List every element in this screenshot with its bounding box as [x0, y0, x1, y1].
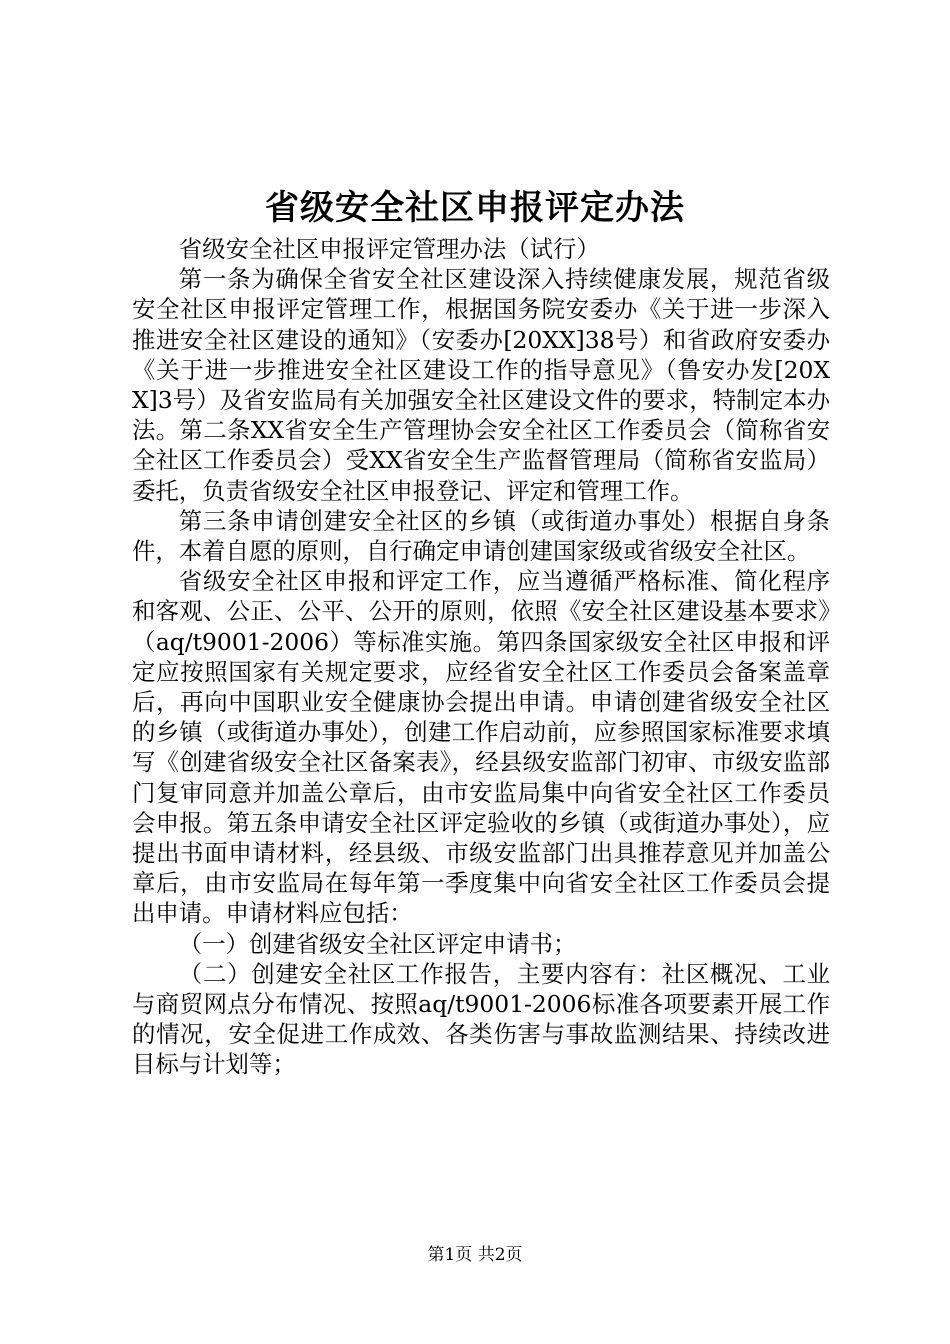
- paragraph-item-2: （二）创建安全社区工作报告，主要内容有：社区概况、工业与商贸网点分布情况、按照aq/t9001-2006标准各项要素开展工作的情况，安全促进工作成效、各类伤害与事故监测结果、持续改进目标与计划等；: [132, 959, 830, 1079]
- paragraph-article-3: 第三条申请创建安全社区的乡镇（或街道办事处）根据自身条件，本着自愿的原则，自行确定申请创建国家级或省级安全社区。: [132, 506, 830, 566]
- document-title: 省级安全社区申报评定办法: [265, 188, 685, 228]
- paragraph-subtitle: 省级安全社区申报评定管理办法（试行）: [178, 235, 600, 263]
- paragraph-article-1-2: 第一条为确保全省安全社区建设深入持续健康发展，规范省级安全社区申报评定管理工作，根据国务院安委办《关于进一步深入推进安全社区建设的通知》（安委办[20XX]38号）和省政府安委办《关于进一步推进安全社区建设工作的指导意见》（鲁安办发[20XX]3号）及省安监局有关加强安全社区建设文件的要求，特制定本办法。第二条XX省安全生产管理协会安全社区工作委员会（简称省安全社区工作委员会）受XX省安全生产监督管理局（简称省安监局）委托，负责省级安全社区申报登记、评定和管理工作。: [132, 265, 830, 505]
- document-body: [132, 234, 830, 1080]
- paragraph-item-1: （一）创建省级安全社区评定申请书；: [178, 929, 577, 958]
- paragraph-article-4-5: 省级安全社区申报和评定工作，应当遵循严格标准、简化程序和客观、公正、公平、公开的原则，依照《安全社区建设基本要求》（aq/t9001-2006）等标准实施。第四条国家级安全社区申报和评定应按照国家有关规定要求，应经省安全社区工作委员会备案盖章后，再向中国职业安全健康协会提出申请。申请创建省级安全社区的乡镇（或街道办事处），创建工作启动前，应参照国家标准要求填写《创建省级安全社区备案表》，经县级安监部门初审、市级安监部门复审同意并加盖公章后，由市安监局集中向省安全社区工作委员会申报。第五条申请安全社区评定验收的乡镇（或街道办事处），应提出书面申请材料，经县级、市级安监部门出具推荐意见并加盖公章后，由市安监局在每年第一季度集中向省安全社区工作委员会提出申请。申请材料应包括：: [132, 567, 830, 928]
- page-number: 第1页 共2页: [427, 1245, 523, 1265]
